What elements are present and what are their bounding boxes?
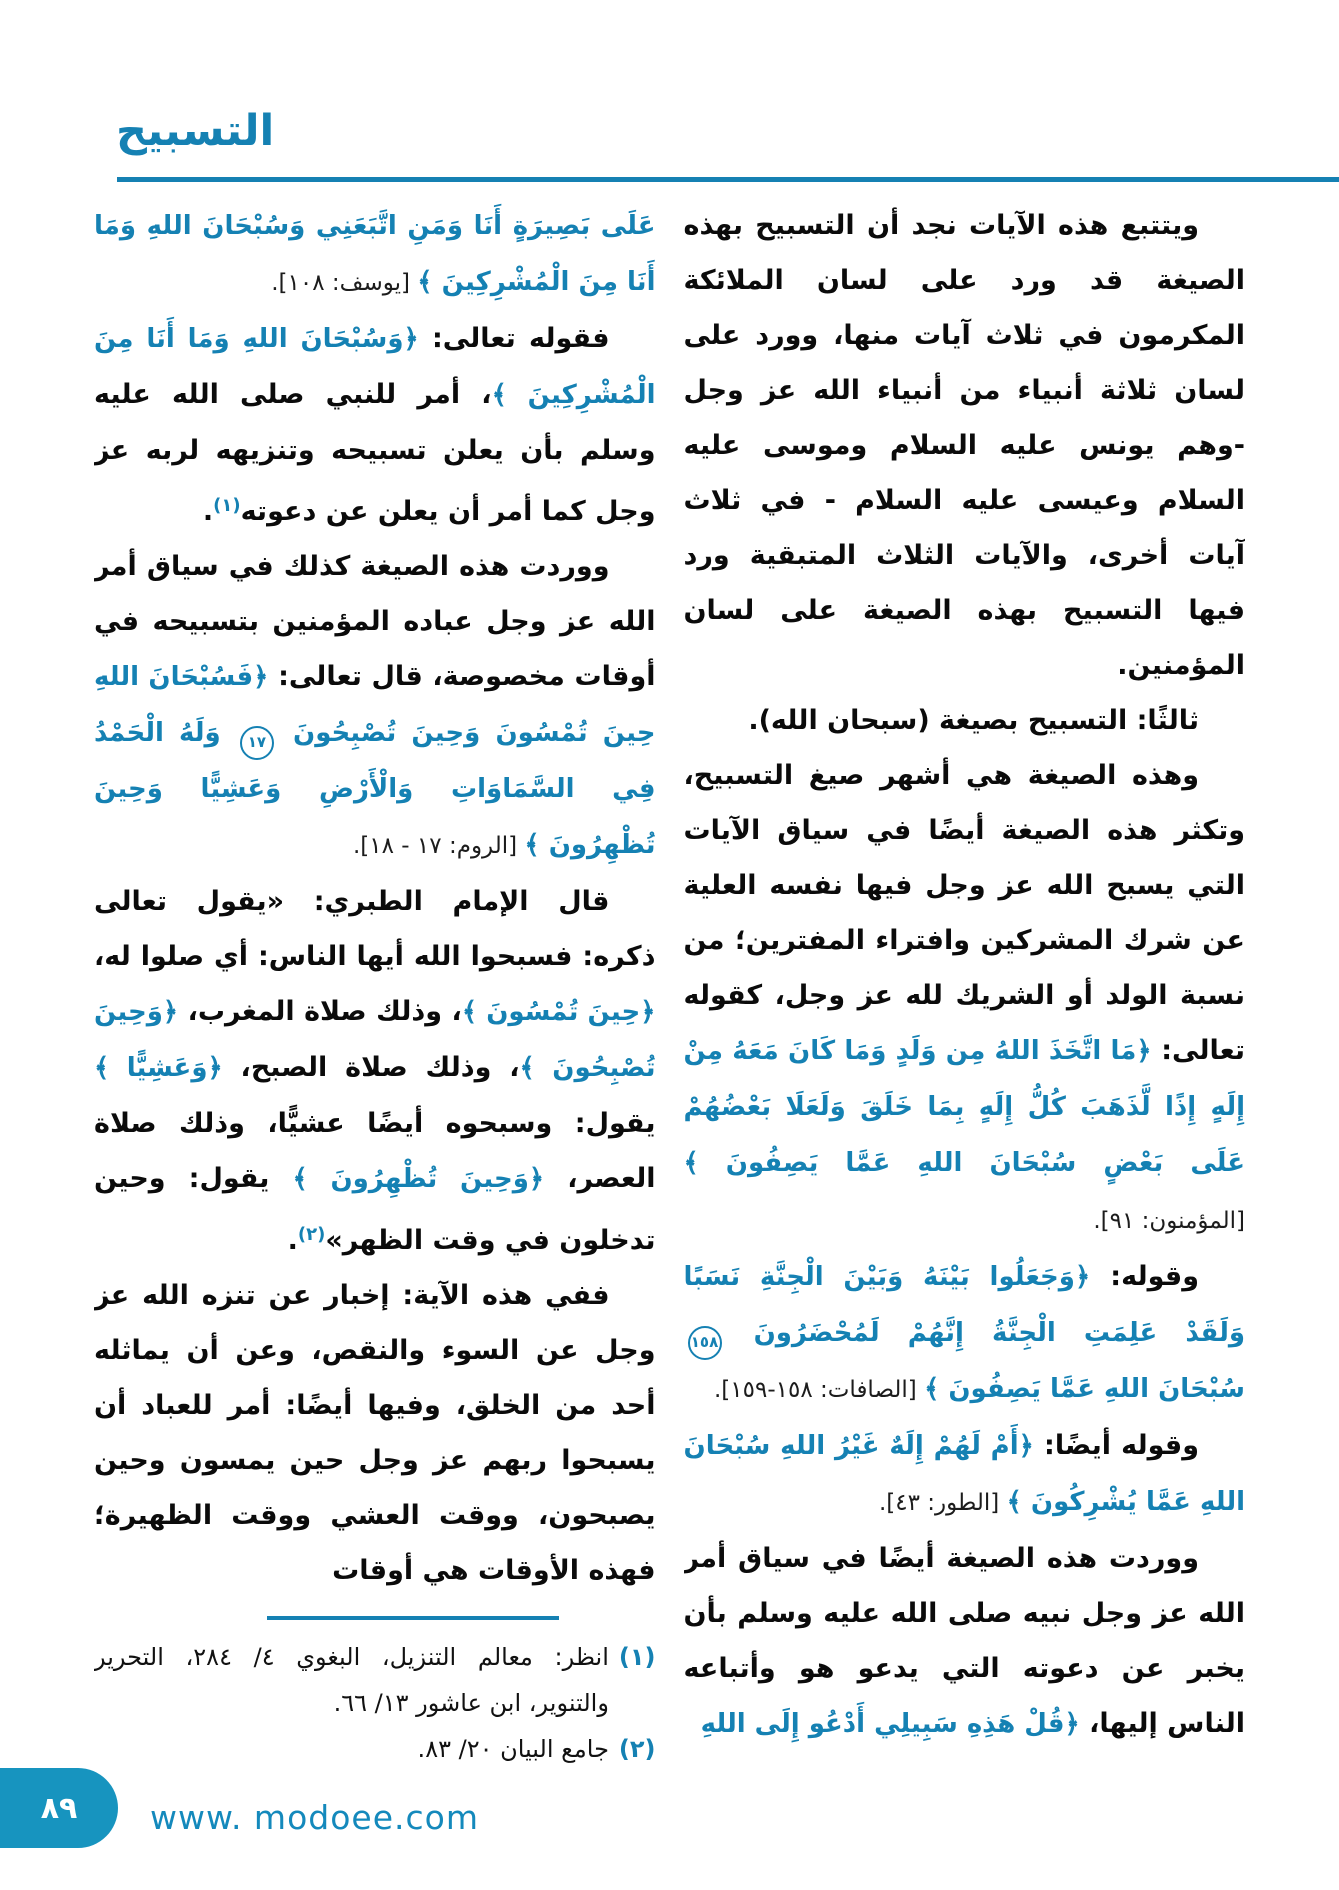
body-text: فقوله تعالى:: [418, 323, 610, 354]
footnote-marker: (١): [618, 1643, 656, 1671]
quran-verse-text: وَلَهُ الْحَمْدُ فِي السَّمَاوَاتِ وَالْأَرْضِ وَعَشِيًّا وَحِينَ تُظْهِرُونَ ﴾: [94, 718, 656, 860]
body-text: يقول: وسبحوه أيضًا عشيًّا، وذلك صلاة العصر،: [94, 1108, 656, 1194]
verse-reference: [المؤمنون: ٩١].: [1093, 1208, 1245, 1234]
verse-reference: [الروم: ١٧ - ١٨].: [352, 833, 525, 859]
footnote: [94, 1726, 656, 1772]
quran-verse-text: ﴿وَحِينَ تُظْهِرُونَ ﴾: [292, 1164, 545, 1194]
ayah-number-badge: ١٧: [240, 726, 274, 760]
quran-verse-text: ﴿أَمْ لَهُمْ إِلَهٌ غَيْرُ اللهِ سُبْحَانَ اللهِ عَمَّا يُشْرِكُونَ ﴾: [683, 1431, 1245, 1517]
body-text: وقوله أيضًا:: [1033, 1430, 1199, 1461]
body-text: ففي هذه الآية: إخبار عن تنزه الله عز وجل عن السوء والنقص، وعن أن يماثله أحد من الخلق، وفيها أيضًا: أمر للعباد أن يسبحوا ربهم عز وجل حين يمسون وحين يصبحون، ووقت العشي ووقت الظهيرة؛ فهذه الأوقات هي أوقات: [94, 1280, 656, 1586]
verse-reference: [الصافات: ١٥٨-١٥٩].: [713, 1377, 925, 1403]
page-number-badge: [0, 1768, 118, 1848]
footnote: [94, 1634, 656, 1726]
quran-verse-text: ﴿فَسُبْحَانَ اللهِ حِينَ تُمْسُونَ وَحِينَ تُصْبِحُونَ: [94, 662, 656, 748]
paragraph: [684, 1249, 1246, 1418]
body-text: وهذه الصيغة هي أشهر صيغ التسبيح، وتكثر هذه الصيغة أيضًا في سياق الآيات التي يسبح الله عز وجل فيها نفسه العلية عن شرك المشركين وافتراء المفترين؛ من نسبة الولد أو الشريك لله عز وجل، كقوله تعالى:: [683, 760, 1245, 1066]
column-left: [94, 198, 656, 1772]
verse-reference: [الطور: ٤٣].: [878, 1490, 1007, 1516]
paragraph: [94, 311, 656, 539]
footnote-marker: (٢): [618, 1735, 656, 1763]
quran-verse-text: ﴿وَسُبْحَانَ اللهِ وَمَا أَنَا مِنَ الْمُشْرِكِينَ ﴾: [94, 324, 656, 410]
paragraph: [684, 748, 1246, 1249]
footnotes: [94, 1630, 656, 1772]
site-url[interactable]: www. modoee.com: [150, 1798, 479, 1837]
body-text: ، وذلك صلاة الصبح،: [222, 1052, 520, 1083]
header-rule: [117, 177, 1339, 182]
quran-verse-text: ﴿وَجَعَلُوا بَيْنَهُ وَبَيْنَ الْجِنَّةِ نَسَبًا وَلَقَدْ عَلِمَتِ الْجِنَّةُ إِنَّهُمْ لَمُحْضَرُونَ: [683, 1262, 1245, 1348]
body-text: ، وذلك صلاة المغرب،: [178, 996, 462, 1027]
column-right: [684, 198, 1246, 1772]
verse-reference: [يوسف: ١٠٨].: [271, 270, 418, 296]
footnote-text: انظر: معالم التنزيل، البغوي ٤/ ٢٨٤، التحرير والتنوير، ابن عاشور ١٣/ ٦٦.: [94, 1643, 609, 1717]
paragraph: [94, 198, 656, 311]
paragraph: [94, 539, 656, 874]
footnote-ref-superscript: (١): [213, 495, 241, 516]
quran-verse-text: ﴿وَعَشِيًّا ﴾: [94, 1053, 223, 1083]
body-text: ووردت هذه الصيغة أيضًا في سياق أمر الله عز وجل نبيه صلى الله عليه وسلم بأن يخبر عن دعوته التي يدعو هو وأتباعه الناس إليها،: [683, 1543, 1245, 1739]
quran-verse-text: عَلَى بَصِيرَةٍ أَنَا وَمَنِ اتَّبَعَنِي وَسُبْحَانَ اللهِ وَمَا أَنَا مِنَ الْمُشْرِكِينَ ﴾: [94, 211, 656, 297]
ayah-number-badge: ١٥٨: [688, 1326, 722, 1360]
paragraph: [684, 1418, 1246, 1531]
footnote-separator: [267, 1616, 559, 1620]
body-text: ويتتبع هذه الآيات نجد أن التسبيح بهذه الصيغة قد ورد على لسان الملائكة المكرمون في ثلاث آيات منها، وورد على لسان ثلاثة أنبياء من أنبياء الله عز وجل -وهم يونس عليه السلام وموسى عليه السلام وعيسى عليه السلام - في ثلاث آيات أخرى، والآيات الثلاث المتبقية ورد فيها التسبيح بهذه الصيغة على لسان المؤمنين.: [683, 210, 1245, 681]
body-text: ، أمر للنبي صلى الله عليه وسلم بأن يعلن تسبيحه وتنزيهه لربه عز وجل كما أمر أن يعلن عن دعوته: [94, 379, 656, 527]
footnote-ref-superscript: (٢): [297, 1224, 326, 1245]
paragraph: [684, 198, 1246, 693]
content-columns: [94, 198, 1245, 1772]
column-left-paragraphs: [94, 198, 656, 1616]
body-text: وقوله:: [1090, 1261, 1199, 1292]
paragraph: [684, 693, 1246, 748]
body-text: ثالثًا: التسبيح بصيغة (سبحان الله).: [748, 705, 1199, 736]
body-text: .: [287, 1225, 298, 1256]
quran-verse-text: سُبْحَانَ اللهِ عَمَّا يَصِفُونَ ﴾: [924, 1374, 1245, 1404]
body-text: يقول: وحين تدخلون في وقت الظهر»: [94, 1163, 656, 1256]
paragraph: [94, 1268, 656, 1598]
page-title: التسبيح: [116, 106, 275, 156]
body-text: .: [202, 496, 214, 527]
quran-verse-text: ﴿قُلْ هَذِهِ سَبِيلِي أَدْعُو إِلَى اللهِ: [700, 1709, 1080, 1739]
body-text: قال الإمام الطبري: «يقول تعالى ذكره: فسبحوا الله أيها الناس: أي صلوا له،: [94, 886, 656, 972]
quran-verse-text: ﴿حِينَ تُمْسُونَ ﴾: [461, 997, 656, 1027]
body-text: ووردت هذه الصيغة كذلك في سياق أمر الله عز وجل عباده المؤمنين بتسبيحه في أوقات مخصوصة، قال تعالى:: [94, 551, 656, 692]
quran-verse-text: ﴿وَحِينَ تُصْبِحُونَ ﴾: [94, 997, 656, 1083]
paragraph: [684, 1531, 1246, 1752]
quran-verse-text: ﴿مَا اتَّخَذَ اللهُ مِن وَلَدٍ وَمَا كَانَ مَعَهُ مِنْ إِلَهٍ إِذًا لَّذَهَبَ كُلُّ إِلَهٍ بِمَا خَلَقَ وَلَعَلَا بَعْضُهُمْ عَلَى بَعْضٍ سُبْحَانَ اللهِ عَمَّا يَصِفُونَ ﴾: [683, 1036, 1245, 1178]
page-number: ٨٩: [40, 1790, 78, 1826]
paragraph: [94, 874, 656, 1268]
footnote-text: جامع البيان ٢٠/ ٨٣.: [417, 1735, 609, 1763]
